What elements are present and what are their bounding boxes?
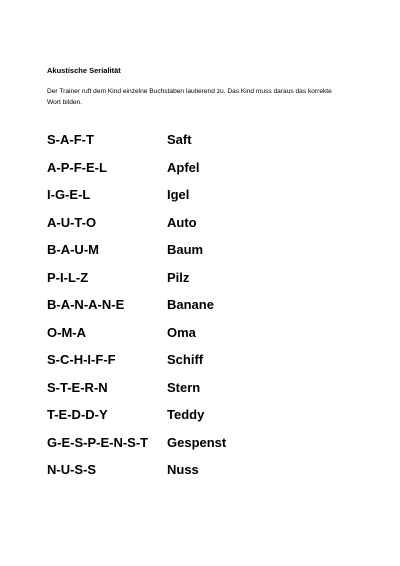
- spelled-letters: N-U-S-S: [47, 462, 97, 477]
- word-row: [47, 242, 367, 270]
- target-word: Apfel: [167, 159, 200, 175]
- target-word: Gespenst: [167, 434, 227, 450]
- target-word: Nuss: [167, 462, 199, 477]
- target-word: Baum: [167, 242, 204, 257]
- spelled-letters: T-E-D-D-Y: [47, 407, 108, 422]
- spelled-letters: S-A-F-T: [47, 132, 94, 147]
- spelled-letters: A-U-T-O: [47, 214, 97, 230]
- word-row: [47, 407, 367, 435]
- spelled-letters: O-M-A: [47, 324, 86, 340]
- word-row: [47, 297, 367, 325]
- spelled-letters: B-A-N-A-N-E: [47, 297, 125, 312]
- target-word: Igel: [167, 187, 190, 202]
- target-word: Teddy: [167, 407, 205, 422]
- spelled-letters: A-P-F-E-L: [47, 159, 107, 175]
- spelled-letters: B-A-U-M: [47, 242, 99, 257]
- target-word: Saft: [167, 132, 192, 147]
- word-row: [47, 435, 367, 463]
- spelled-letters: S-C-H-I-F-F: [47, 352, 116, 367]
- target-word: Schiff: [167, 352, 204, 367]
- word-row: [47, 325, 367, 353]
- target-word: Auto: [167, 214, 197, 230]
- word-row: [47, 380, 367, 408]
- target-word: Pilz: [167, 269, 190, 285]
- word-row: [47, 462, 367, 490]
- word-row: [47, 215, 367, 243]
- spelled-letters: I-G-E-L: [47, 187, 91, 202]
- word-row: [47, 132, 367, 160]
- target-word: Stern: [167, 379, 201, 395]
- target-word: Oma: [167, 324, 196, 340]
- spelled-letters: S-T-E-R-N: [47, 379, 108, 395]
- word-list: [47, 132, 367, 490]
- spelled-letters: P-I-L-Z: [47, 269, 89, 285]
- document-intro: Der Trainer ruft dem Kind einzelne Buchstaben lautierend zu. Das Kind muss daraus das korrekte Wort bilden.: [47, 88, 332, 106]
- word-row: [47, 270, 367, 298]
- word-row: [47, 352, 367, 380]
- word-row: [47, 187, 367, 215]
- word-row: [47, 160, 367, 188]
- target-word: Banane: [167, 297, 214, 312]
- document-title: Akustische Serialität: [47, 66, 121, 75]
- spelled-letters: G-E-S-P-E-N-S-T: [47, 434, 149, 450]
